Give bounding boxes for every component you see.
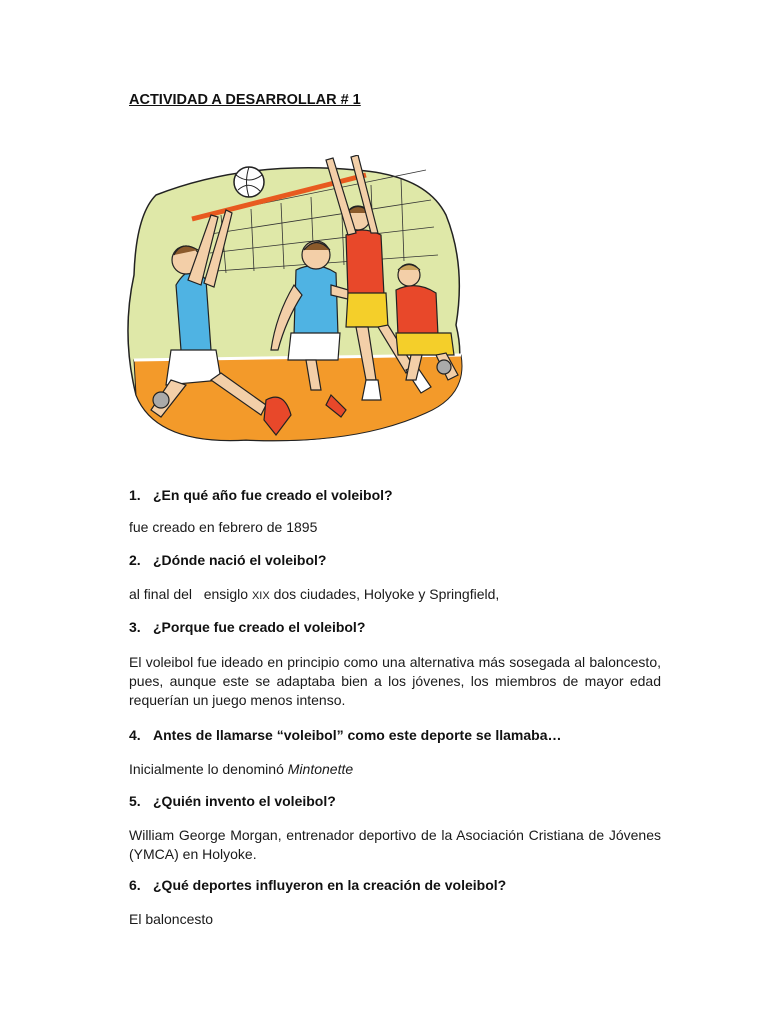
page-title: ACTIVIDAD A DESARROLLAR # 1: [129, 92, 361, 108]
question-number: 4.: [129, 727, 141, 743]
answer-4: [129, 760, 661, 779]
question-3: [129, 619, 365, 635]
question-text: ¿Porque fue creado el voleibol?: [153, 619, 366, 635]
question-5: [129, 793, 336, 809]
answer-2: [129, 585, 661, 606]
question-2: [129, 552, 326, 568]
question-6: [129, 877, 506, 893]
answer-3: El voleibol fue ideado en principio como una alternativa más sosegada al baloncesto, pues, aunque este se adaptaba bien a los jóvenes, los miembros de mayor edad requerían un juego menos intenso.: [129, 654, 661, 708]
answer-6: El baloncesto: [129, 911, 214, 927]
question-text: ¿Dónde nació el voleibol?: [153, 552, 327, 568]
question-number: 3.: [129, 619, 141, 635]
answer-1: fue creado en febrero de 1895: [129, 519, 318, 535]
volleyball-players-illustration: [126, 155, 472, 445]
answer-emphasis: Mintonette: [287, 761, 354, 777]
question-number: 6.: [129, 877, 141, 893]
question-text: ¿Qué deportes influyeron en la creación de voleibol?: [153, 877, 507, 893]
question-text: Antes de llamarse “voleibol” como este deporte se llamaba…: [153, 727, 562, 743]
answer-5: William George Morgan, entrenador deportivo de la Asociación Cristiana de Jóvenes (YMCA) en Holyoke.: [129, 827, 661, 862]
question-number: 2.: [129, 552, 141, 568]
roman-numeral: XIX: [251, 590, 270, 602]
question-4: [129, 727, 561, 743]
question-text: ¿Quién invento el voleibol?: [153, 793, 336, 809]
answer-text: dos ciudades, Holyoke y Springfield,: [269, 586, 500, 602]
question-1: [129, 487, 393, 503]
question-number: 1.: [129, 487, 141, 503]
answer-text: al final del ensiglo: [129, 586, 252, 602]
answer-text: Inicialmente lo denominó: [129, 761, 288, 777]
question-number: 5.: [129, 793, 141, 809]
question-text: ¿En qué año fue creado el voleibol?: [153, 487, 393, 503]
